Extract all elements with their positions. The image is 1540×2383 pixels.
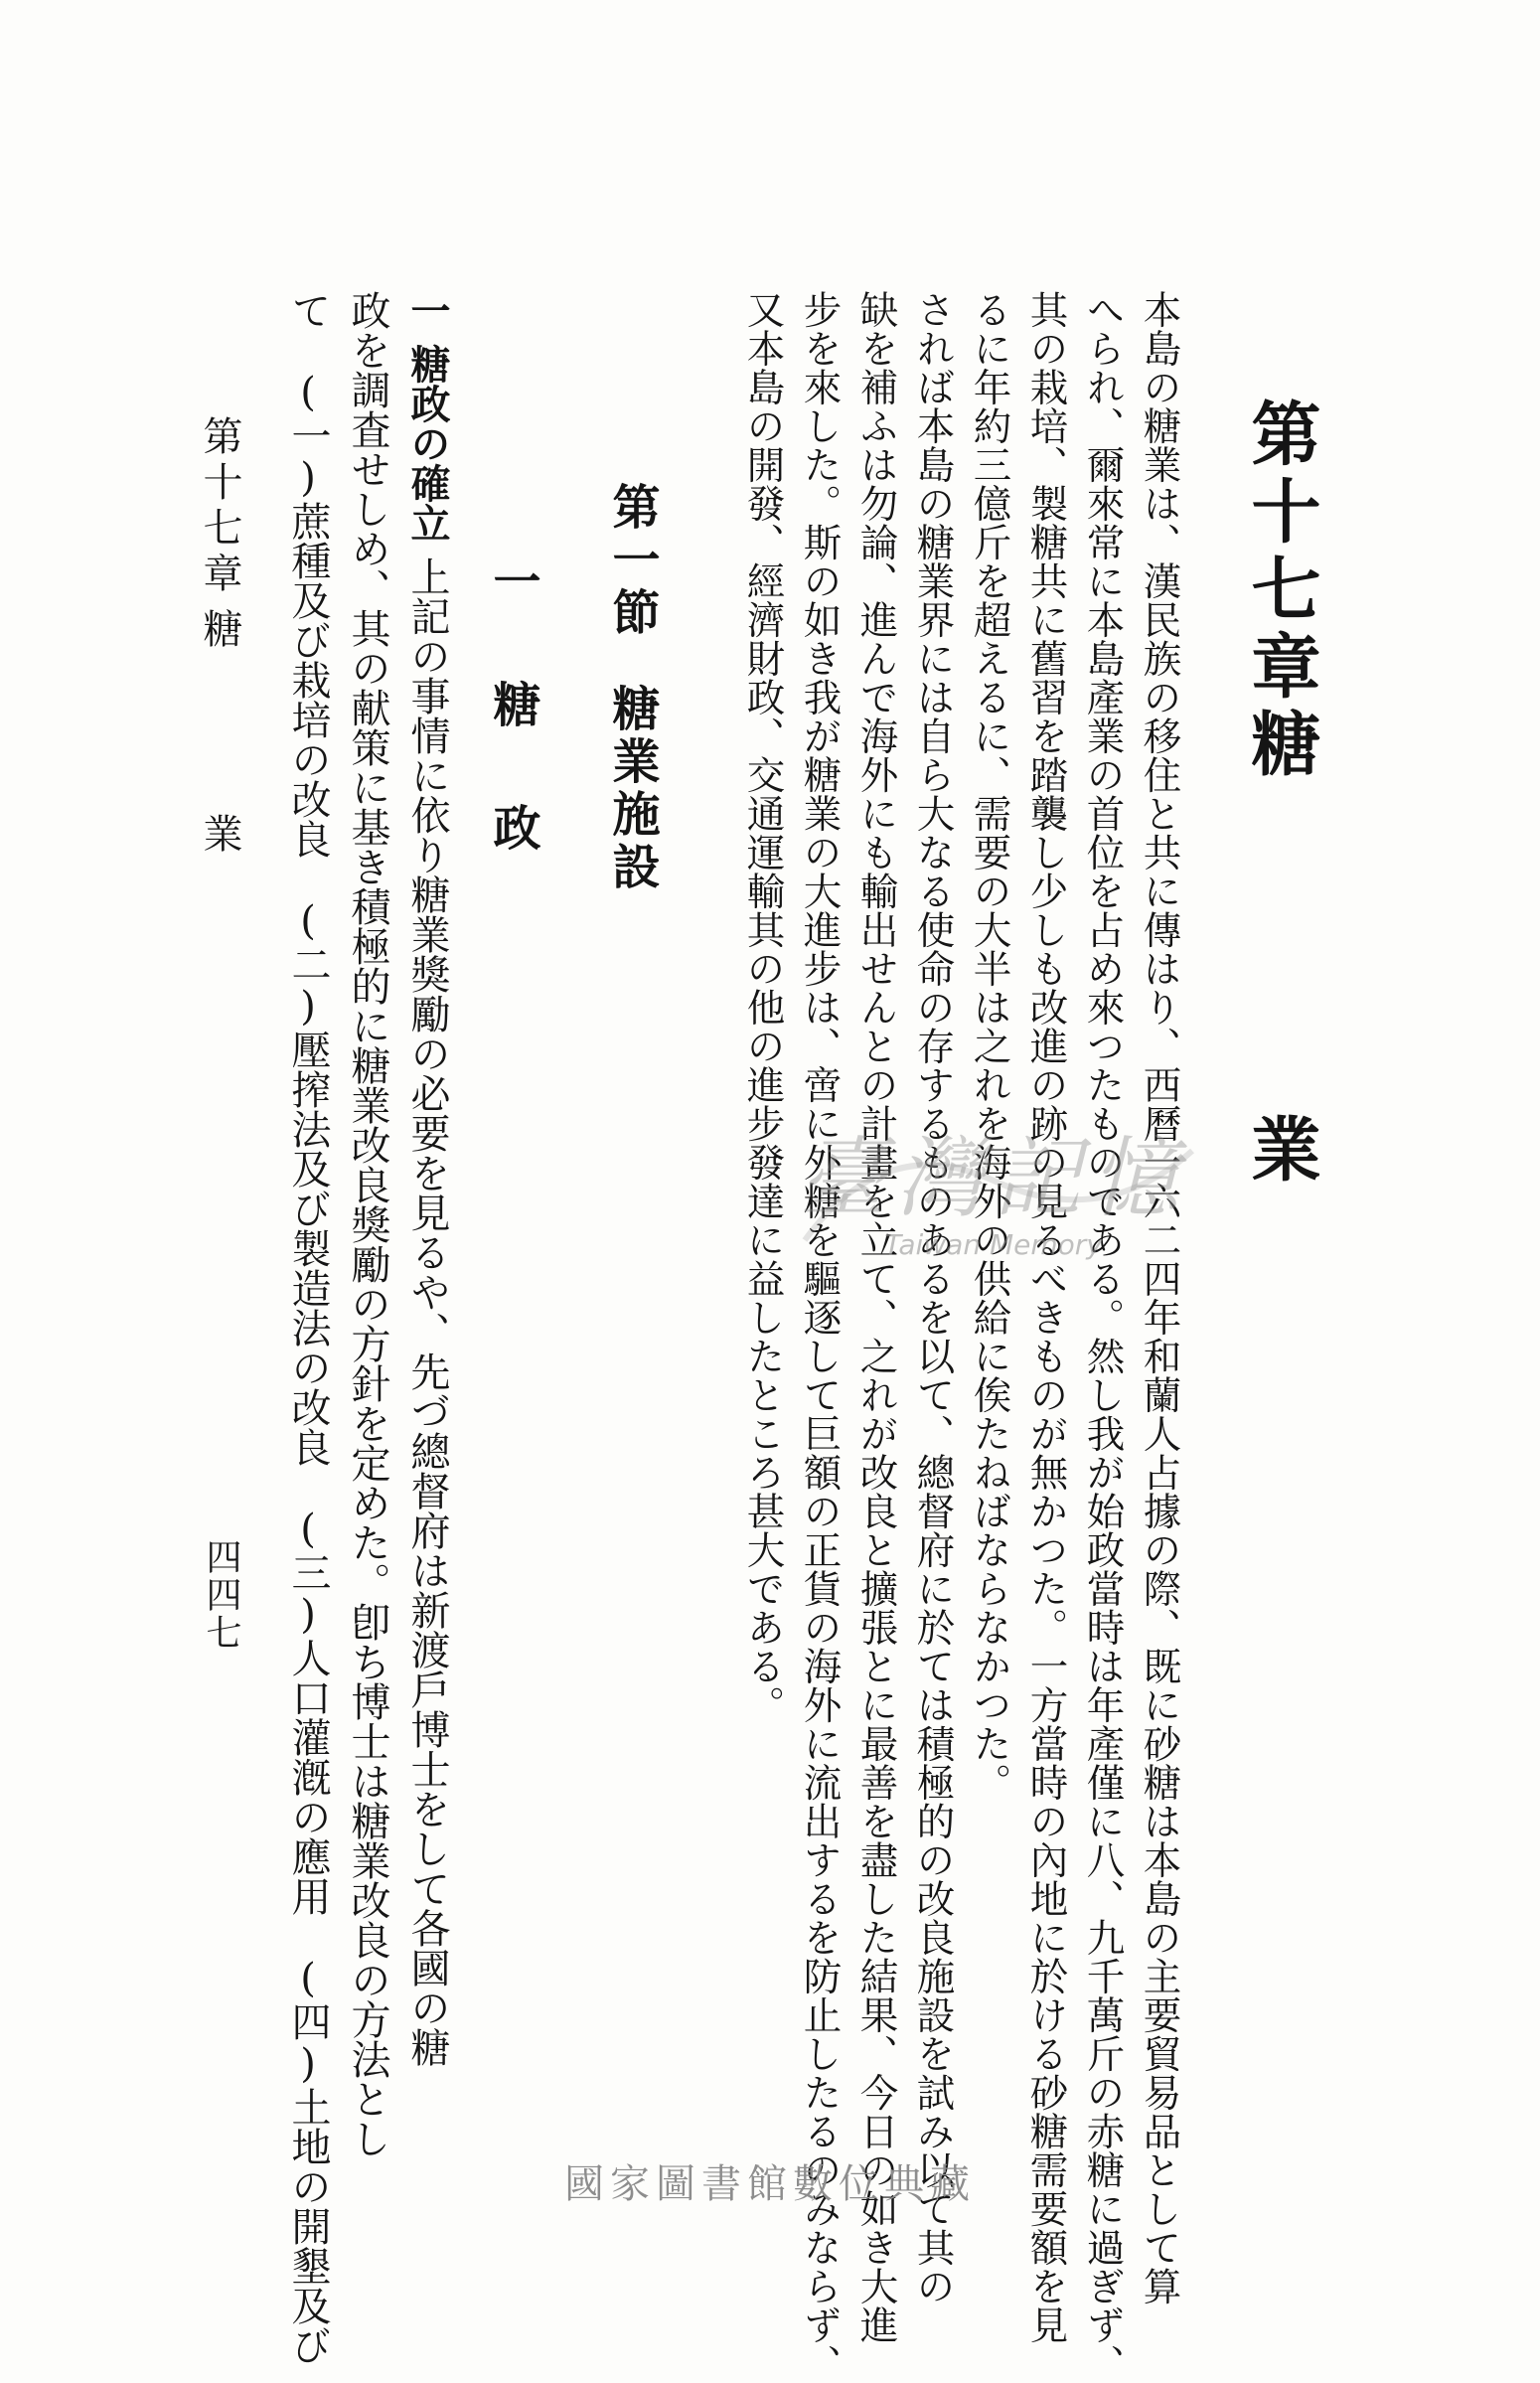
item-1-text-1: 上記の事情に依り糖業獎勵の必要を見るや、先づ總督府は新渡戶博士をして各國の糖 <box>404 556 450 2067</box>
subsection-number: 一 <box>485 556 540 604</box>
watermark-logo-text: 臺灣記憶 <box>798 1127 1188 1229</box>
paragraph-1-line-2: へられ、爾來常に本島產業の首位を占め來つたものである。然し我が始政當時は年產僅に八、九千萬斤の赤糖に過ぎず、 <box>1080 290 1126 2383</box>
item-1-line-3 <box>285 290 331 2365</box>
chapter-number: 第十七章 <box>1240 397 1322 708</box>
paragraph-1-line-4: るに年約三億斤を超えるに、需要の大半は之れを海外の供給に俟たねばならなかつた。 <box>967 290 1012 1802</box>
enum-item-4: (四)土地の開墾及び <box>285 1956 331 2365</box>
item-1-line-1 <box>404 290 451 2067</box>
enum-item-3: (三)人口灌漑の應用 <box>285 1507 331 1916</box>
item-1-number: 一 <box>404 290 451 330</box>
section-title: 糖業施設 <box>604 684 660 894</box>
page-number: 四四七 <box>201 1538 241 1652</box>
item-1-line-3-start: て <box>285 290 331 330</box>
running-header <box>197 415 242 859</box>
chapter-title-char-2: 業 <box>1240 1113 1322 1191</box>
enum-item-2: (二)壓搾法及び製造法の改良 <box>285 898 331 1467</box>
subsection-title-b: 政 <box>485 803 540 851</box>
footer-watermark: 國家圖書館數位典藏 <box>564 2161 976 2207</box>
chapter-title <box>1240 397 1322 1191</box>
paragraph-2-line-4: 又本島の開發、經濟財政、交通運輸其の他の進步發達に益したところ甚大である。 <box>740 290 786 1724</box>
running-header-chapter: 第十七章 <box>197 415 242 598</box>
section-heading <box>604 482 660 894</box>
paragraph-2-line-1: されば本島の糖業界には自ら大なる使命の存するものあるを以て、總督府に於ては積極的の改良施設を試み以て其の <box>910 290 956 2305</box>
item-1-heading: 糖政の確立 <box>404 344 451 543</box>
item-1-line-2: 政を調査せしめ、其の献策に基き積極的に糖業改良獎勵の方針を定めた。卽ち博士は糖業改良の方法とし <box>345 290 390 2158</box>
paragraph-1-line-3: 其の栽培、製糖共に舊習を踏襲し少しも改進の跡の見るべきものが無かつた。一方當時の內地に於ける砂糖需要額を見 <box>1023 290 1069 2344</box>
paragraph-1-line-1: 本島の糖業は、漢民族の移住と共に傳はり、西曆一六二四年和蘭人占據の際、既に砂糖は本島の主要貿易品として算 <box>1137 290 1182 2305</box>
running-header-char-b: 業 <box>197 813 242 859</box>
chapter-title-char-1: 糖 <box>1240 708 1322 785</box>
paragraph-2-line-2: 缺を補ふは勿論、進んで海外にも輸出せんとの計畫を立て、之れが改良と擴張とに最善を盡した結果、今日の如き大進 <box>853 290 899 2344</box>
subsection-heading <box>485 556 540 851</box>
section-label: 第一節 <box>604 482 660 640</box>
subsection-title-a: 糖 <box>485 680 540 727</box>
paragraph-2-line-3: 步を來した。斯の如き我が糖業の大進步は、啻に外糖を驅逐して巨額の正貨の海外に流出するを防止したるのみならず、 <box>797 290 843 2383</box>
enum-item-1: (一)蔗種及び栽培の改良 <box>285 370 331 859</box>
watermark-logo-subtext: Taiwan Memory <box>884 1228 1103 1261</box>
running-header-char-a: 糖 <box>197 608 242 654</box>
